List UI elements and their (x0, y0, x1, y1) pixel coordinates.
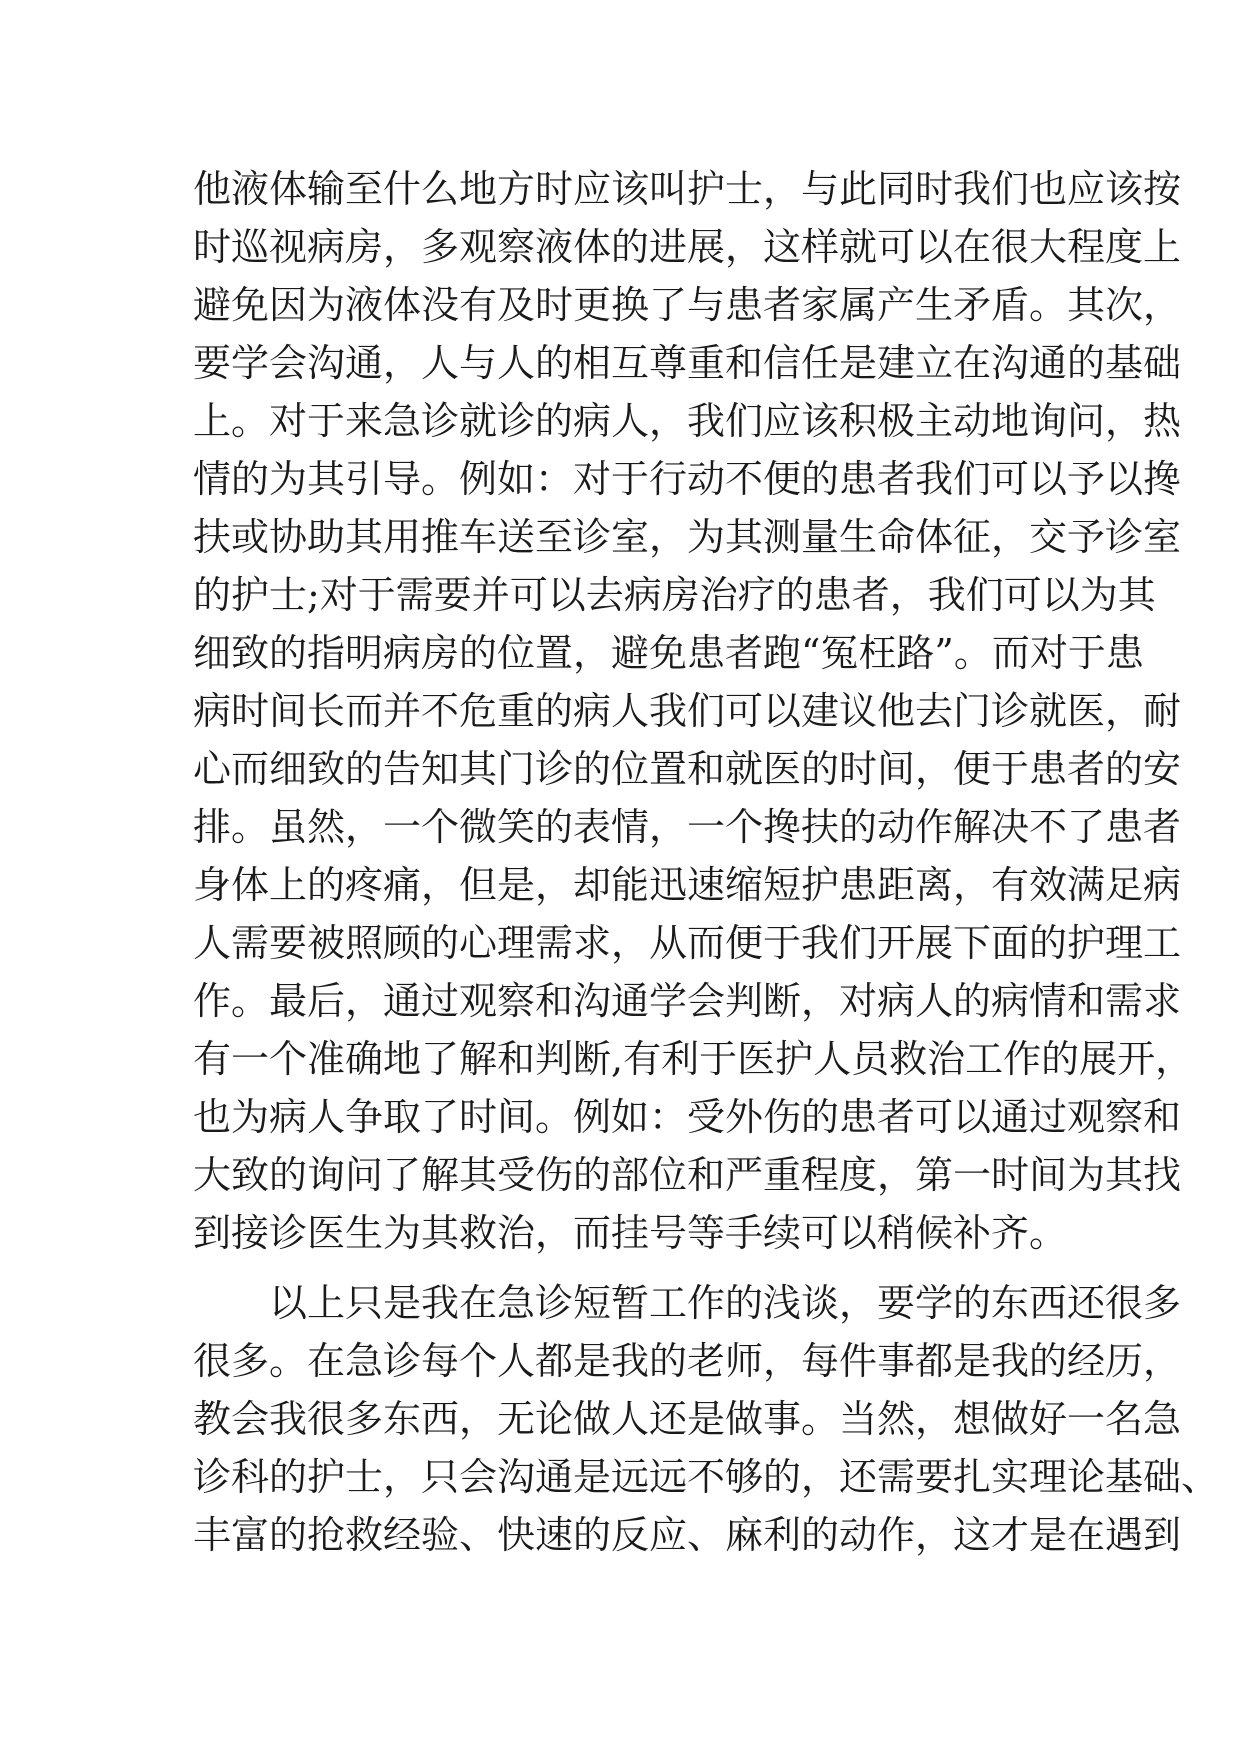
text-line: 扶或协助其用推车送至诊室，为其测量生命体征，交予诊室 (193, 515, 1182, 559)
text-line: 以上只是我在急诊短暂工作的浅谈，要学的东西还很多 (269, 1281, 1182, 1325)
paragraph (193, 1274, 1220, 1564)
text-line: 排。虽然，一个微笑的表情，一个搀扶的动作解决不了患者 (193, 805, 1182, 849)
text-line: 细致的指明病房的位置，避免患者跑“冤枉路”。而对于患 (193, 631, 1144, 675)
text-line: 有一个准确地了解和判断,有利于医护人员救治工作的展开， (193, 1037, 1194, 1081)
text-line: 大致的询问了解其受伤的部位和严重程度，第一时间为其找 (193, 1153, 1182, 1197)
text-line: 时巡视病房，多观察液体的进展，这样就可以在很大程度上 (193, 225, 1182, 269)
text-line: 他液体输至什么地方时应该叫护士，与此同时我们也应该按 (193, 167, 1182, 211)
text-line: 人需要被照顾的心理需求，从而便于我们开展下面的护理工 (193, 921, 1182, 965)
paragraph (193, 160, 1194, 1262)
text-line: 作。最后，通过观察和沟通学会判断，对病人的病情和需求 (193, 979, 1182, 1023)
text-line: 要学会沟通，人与人的相互尊重和信任是建立在沟通的基础 (193, 341, 1182, 385)
document-body (193, 160, 1220, 1564)
text-line: 避免因为液体没有及时更换了与患者家属产生矛盾。其次， (193, 283, 1182, 327)
text-line: 丰富的抢救经验、快速的反应、麻利的动作，这才是在遇到 (193, 1513, 1182, 1557)
text-line: 也为病人争取了时间。例如：受外伤的患者可以通过观察和 (193, 1095, 1182, 1139)
text-line: 上。对于来急诊就诊的病人，我们应该积极主动地询问，热 (193, 399, 1182, 443)
text-line: 教会我很多东西，无论做人还是做事。当然，想做好一名急 (193, 1397, 1182, 1441)
text-line: 的护士;对于需要并可以去病房治疗的患者，我们可以为其 (193, 573, 1156, 617)
text-line: 情的为其引导。例如：对于行动不便的患者我们可以予以搀 (193, 457, 1182, 501)
text-line: 到接诊医生为其救治，而挂号等手续可以稍候补齐。 (193, 1211, 1068, 1255)
text-line: 心而细致的告知其门诊的位置和就医的时间，便于患者的安 (193, 747, 1182, 791)
text-line: 诊科的护士，只会沟通是远远不够的，还需要扎实理论基础、 (193, 1455, 1220, 1499)
text-line: 身体上的疼痛，但是，却能迅速缩短护患距离，有效满足病 (193, 863, 1182, 907)
text-line: 病时间长而并不危重的病人我们可以建议他去门诊就医，耐 (193, 689, 1182, 733)
text-line: 很多。在急诊每个人都是我的老师，每件事都是我的经历， (193, 1339, 1182, 1383)
paragraph-spacer (193, 1262, 1073, 1274)
